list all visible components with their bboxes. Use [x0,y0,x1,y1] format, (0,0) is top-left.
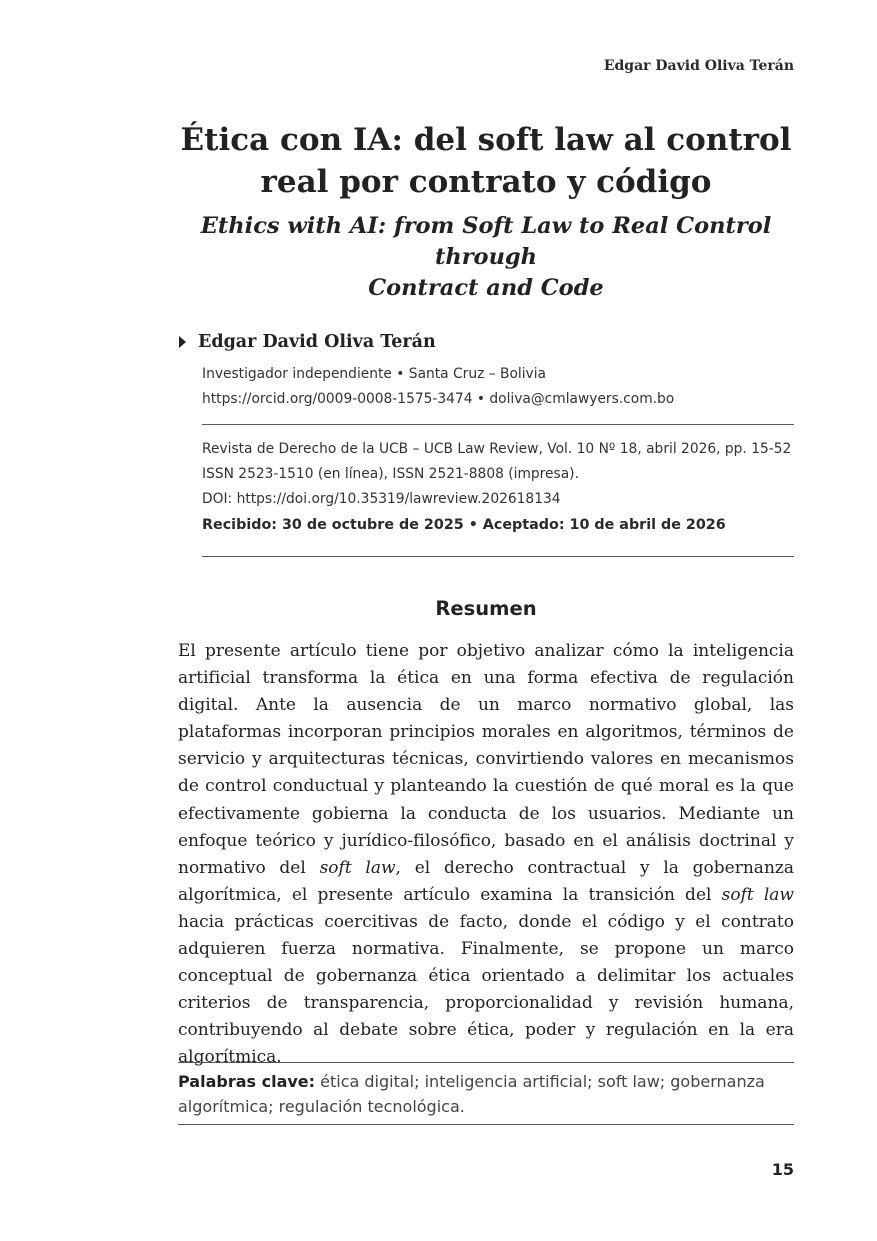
author-line [178,332,794,352]
title-spanish-line-2: real por contrato y código [260,164,712,200]
received-accepted-dates: Recibido: 30 de octubre de 2025 • Aceptado: 10 de abril de 2026 [202,517,726,533]
author-info [202,362,794,412]
divider [202,556,794,557]
journal-info [202,437,794,512]
abstract-body [178,638,794,1072]
keywords [178,1069,794,1119]
journal-issn: ISSN 2523-1510 (en línea), ISSN 2521-8808 (impresa). [202,466,579,482]
journal-citation: Revista de Derecho de la UCB – UCB Law Review, Vol. 10 Nº 18, abril 2026, pp. 15-52 [202,441,792,457]
title-spanish-line-1: Ética con IA: del soft law al control [180,122,792,158]
divider [178,1062,794,1063]
page-number: 15 [771,1160,794,1179]
running-head: Edgar David Oliva Terán [603,58,794,74]
author-name: Edgar David Oliva Terán [198,332,436,352]
author-contact: https://orcid.org/0009-0008-1575-3474 • doliva@cmlawyers.com.bo [202,391,675,407]
abstract-text-part-1: El presente artículo tiene por objetivo analizar cómo la inteligencia artificial transforma la ética en una forma efectiva de regulación digital. Ante la ausencia de un marco normativo global, las plataformas incorporan principios morales en algoritmos, términos de servicio y arquitecturas técnicas, convirtiendo valores en mecanismos de control conductual y planteando la cuestión de qué moral es la que efectivamente gobierna la conducta de los usuarios. Mediante un enfoque teórico y jurídico-filosófico, basado en el análisis doctrinal y normativo del [178,641,794,878]
keywords-text: ética digital; inteligencia artificial; soft law; gobernanza algorítmica; regulación tecnológica. [178,1072,765,1116]
article-title-spanish [178,119,794,203]
abstract-italic-term: soft law [721,884,794,905]
author-affiliation: Investigador independiente • Santa Cruz – Bolivia [202,366,547,382]
abstract-text-part-2: , el derecho contractual y la gobernanza algorítmica, el presente artículo examina la transición del [178,857,794,905]
keywords-label: Palabras clave: [178,1072,316,1091]
abstract-heading: Resumen [435,597,537,620]
journal-doi: DOI: https://doi.org/10.35319/lawreview.202618134 [202,491,561,507]
divider [178,1124,794,1125]
title-english-line-2: Contract and Code [368,275,604,301]
abstract-italic-term: soft law [319,857,396,878]
triangle-bullet-icon [179,336,186,348]
abstract-text-part-3: hacia prácticas coercitivas de facto, donde el código y el contrato adquieren fuerza normativa. Finalmente, se propone un marco conceptual de gobernanza ética orientado a delimitar los actuales criterios de transparencia, proporcionalidad y revisión humana, contribuyendo al debate sobre ética, poder y regulación en la era algorítmica. [178,911,794,1068]
title-english-line-1: Ethics with AI: from Soft Law to Real Control through [200,213,772,270]
article-title-english [178,211,794,304]
title-block [178,119,794,304]
divider [202,424,794,425]
